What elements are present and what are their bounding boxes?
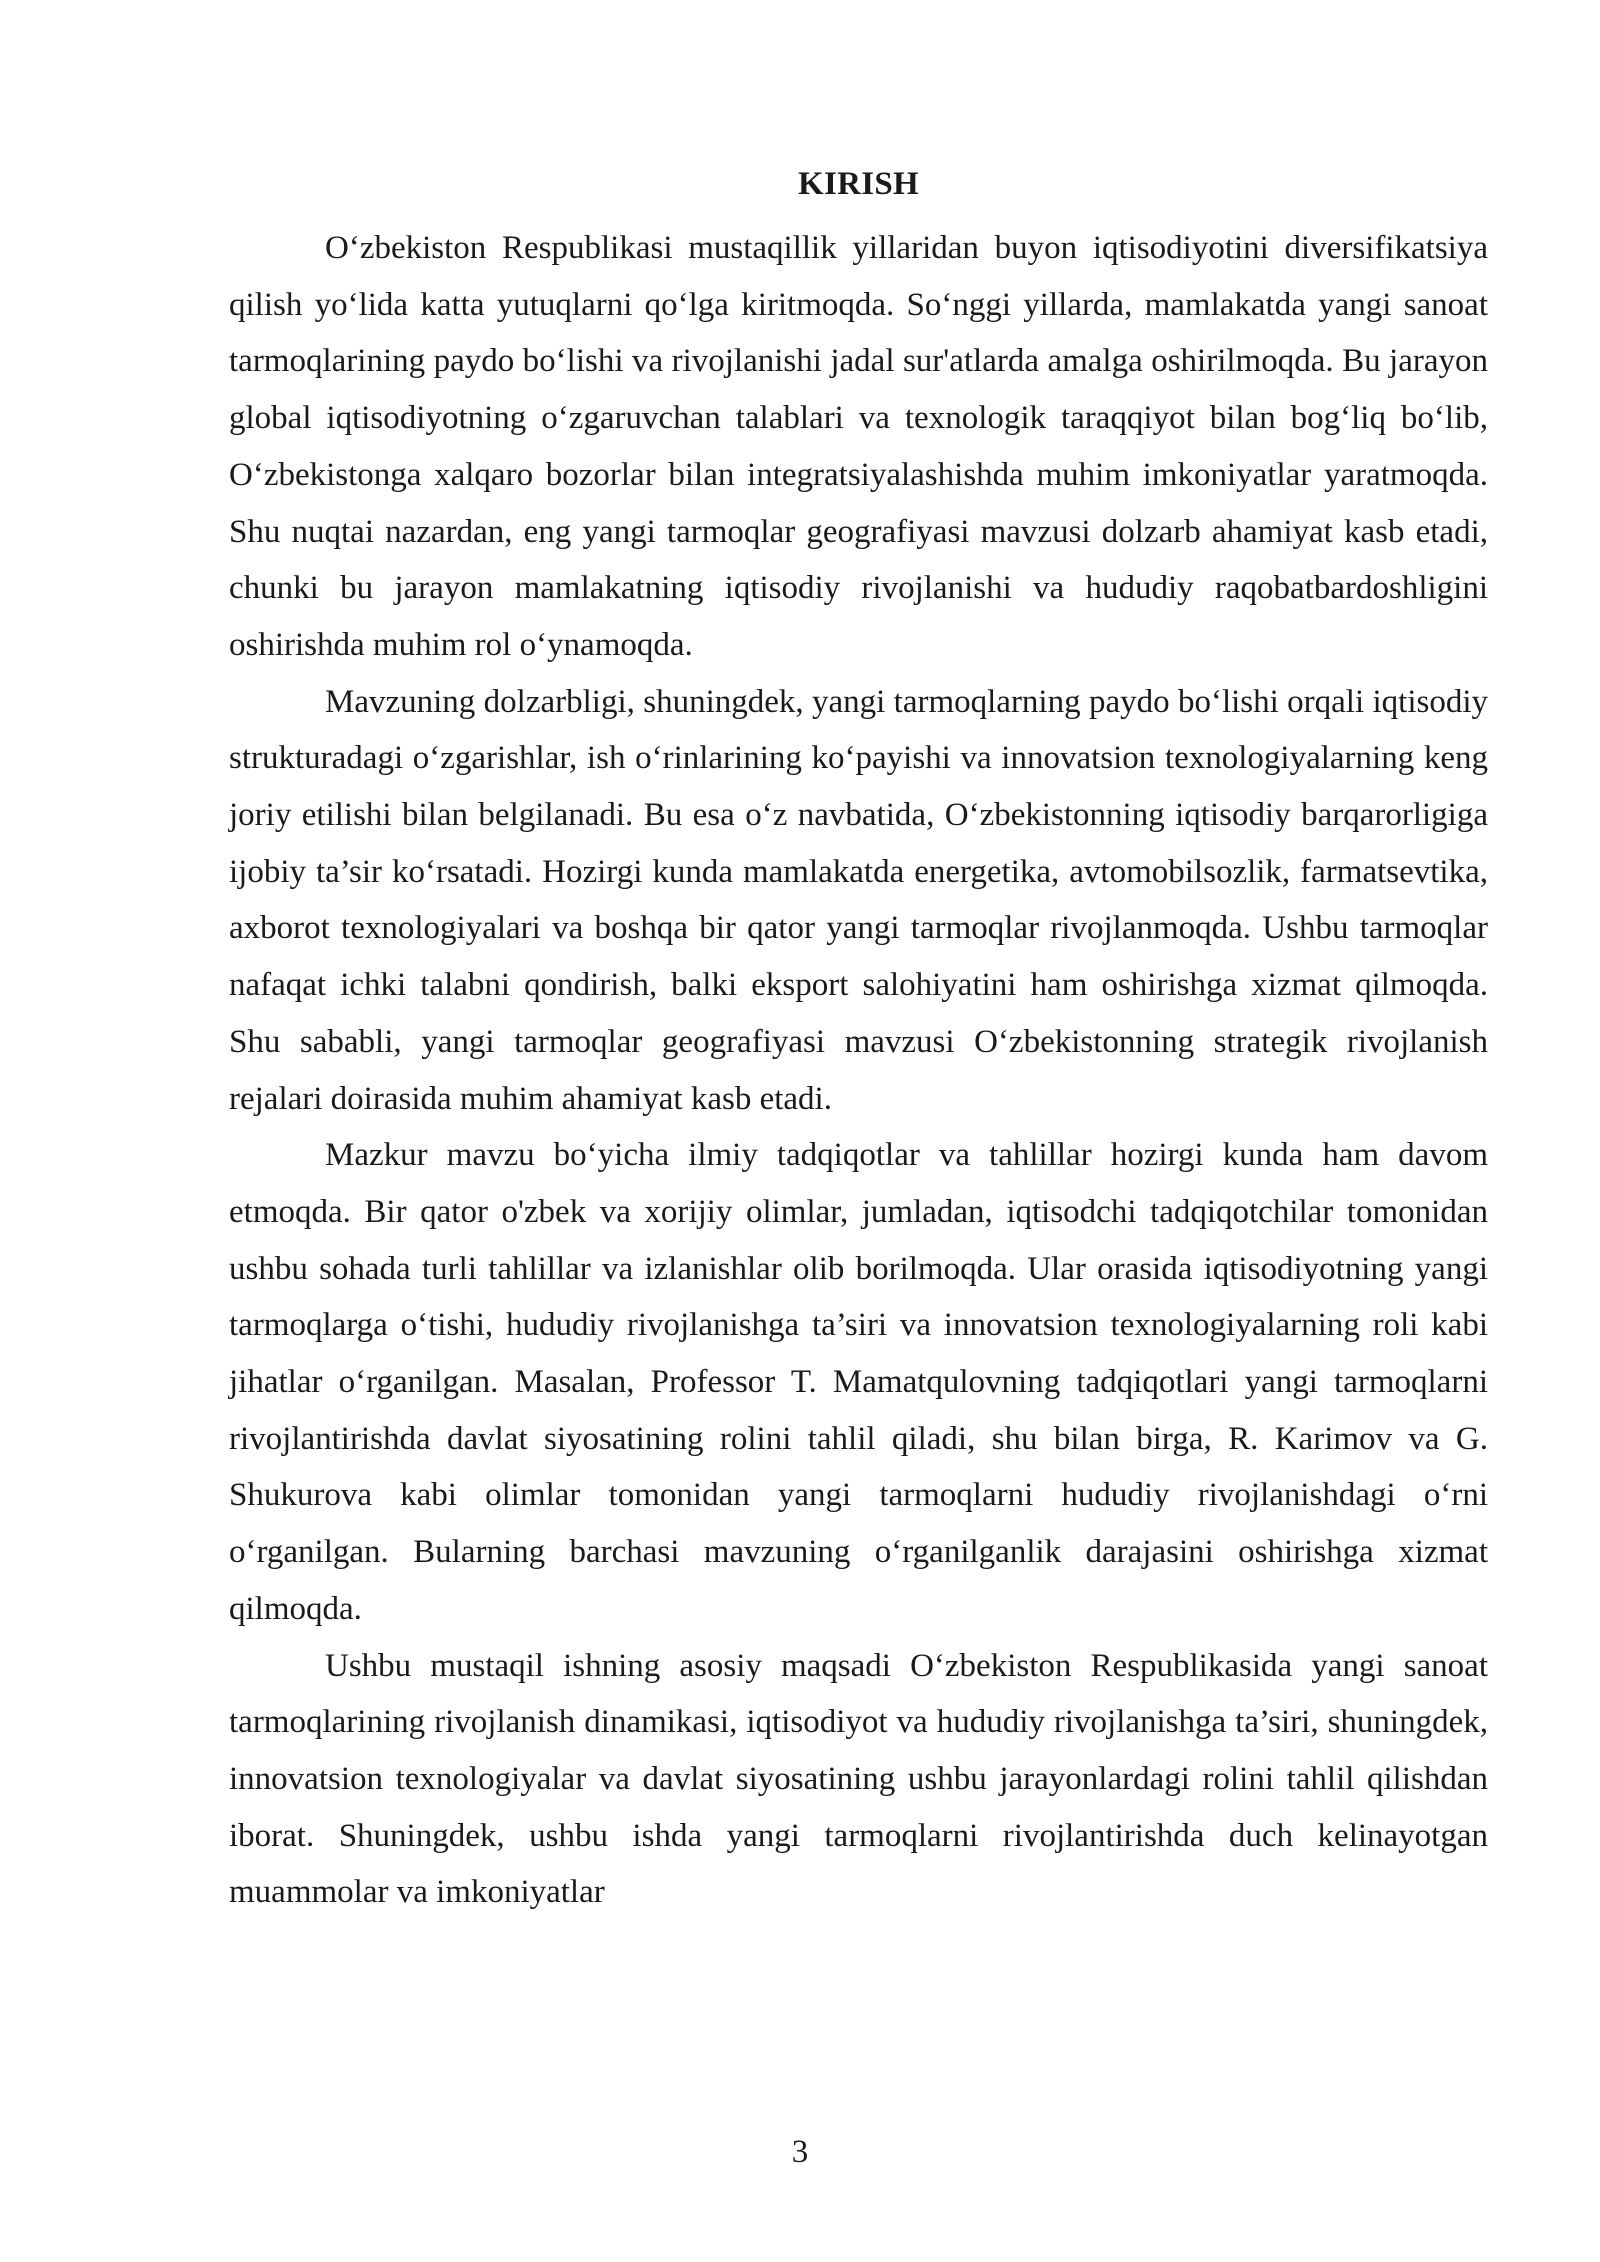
page-number: 3 [791, 2134, 809, 2170]
paragraph-3: Mazkur mavzu bo‘yicha ilmiy tadqiqotlar va tahlillar hozirgi kunda ham davom etmoqda. Bir qator o'zbek va xorijiy olimlar, jumladan, iqtisodchi tadqiqotchilar tomonidan ushbu sohada turli tahlillar va izlanishlar olib borilmoqda. Ular orasida iqtisodiyotning yangi tarmoqlarga o‘tishi, hududiy rivojlanishga ta’siri va innovatsion texnologiyalarning roli kabi jihatlar o‘rganilgan. Masalan, Professor T. Mamatqulovning tadqiqotlari yangi tarmoqlarni rivojlantirishda davlat siyosatining rolini tahlil qiladi, shu bilan birga, R. Karimov va G. Shukurova kabi olimlar tomonidan yangi tarmoqlarni hududiy rivojlanishdagi o‘rni o‘rganilgan. Bularning barchasi mavzuning o‘rganilganlik darajasini oshirishga xizmat qilmoqda. [229, 1137, 1488, 1627]
paragraph-2: Mavzuning dolzarbligi, shuningdek, yangi tarmoqlarning paydo bo‘lishi orqali iqtisodiy strukturadagi o‘zgarishlar, ish o‘rinlarining ko‘payishi va innovatsion texnologiyalarning keng joriy etilishi bilan belgilanadi. Bu esa o‘z navbatida, O‘zbekistonning iqtisodiy barqarorligiga ijobiy ta’sir ko‘rsatadi. Hozirgi kunda mamlakatda energetika, avtomobilsozlik, farmatsevtika, axborot texnologiyalari va boshqa bir qator yangi tarmoqlar rivojlanmoqda. Ushbu tarmoqlar nafaqat ichki talabni qondirish, balki eksport salohiyatini ham oshirishga xizmat qilmoqda. Shu sababli, yangi tarmoqlar geografiyasi mavzusi O‘zbekistonning strategik rivojlanish rejalari doirasida muhim ahamiyat kasb etadi. [229, 683, 1488, 1117]
paragraph-4: Ushbu mustaqil ishning asosiy maqsadi O‘zbekiston Respublikasida yangi sanoat tarmoqlarining rivojlanish dinamikasi, iqtisodiyot va hududiy rivojlanishga ta’siri, shuningdek, innovatsion texnologiyalar va davlat siyosatining ushbu jarayonlardagi rolini tahlil qilishdan iborat. Shuningdek, ushbu ishda yangi tarmoqlarni rivojlantirishda duch kelinayotgan muammolar va imkoniyatlar [229, 1647, 1488, 1911]
document-page [229, 160, 1488, 1921]
section-title: KIRISH [797, 166, 919, 202]
paragraph-1: O‘zbekiston Respublikasi mustaqillik yillaridan buyon iqtisodiyotini diversifikatsiya qilish yo‘lida katta yutuqlarni qo‘lga kiritmoqda. So‘nggi yillarda, mamlakatda yangi sanoat tarmoqlarining paydo bo‘lishi va rivojlanishi jadal sur'atlarda amalga oshirilmoqda. Bu jarayon global iqtisodiyotning o‘zgaruvchan talablari va texnologik taraqqiyot bilan bog‘liq bo‘lib, O‘zbekistonga xalqaro bozorlar bilan integratsiyalashishda muhim imkoniyatlar yaratmoqda. Shu nuqtai nazardan, eng yangi tarmoqlar geografiyasi mavzusi dolzarb ahamiyat kasb etadi, chunki bu jarayon mamlakatning iqtisodiy rivojlanishi va hududiy raqobatbardoshligini oshirishda muhim rol o‘ynamoqda. [229, 230, 1488, 663]
